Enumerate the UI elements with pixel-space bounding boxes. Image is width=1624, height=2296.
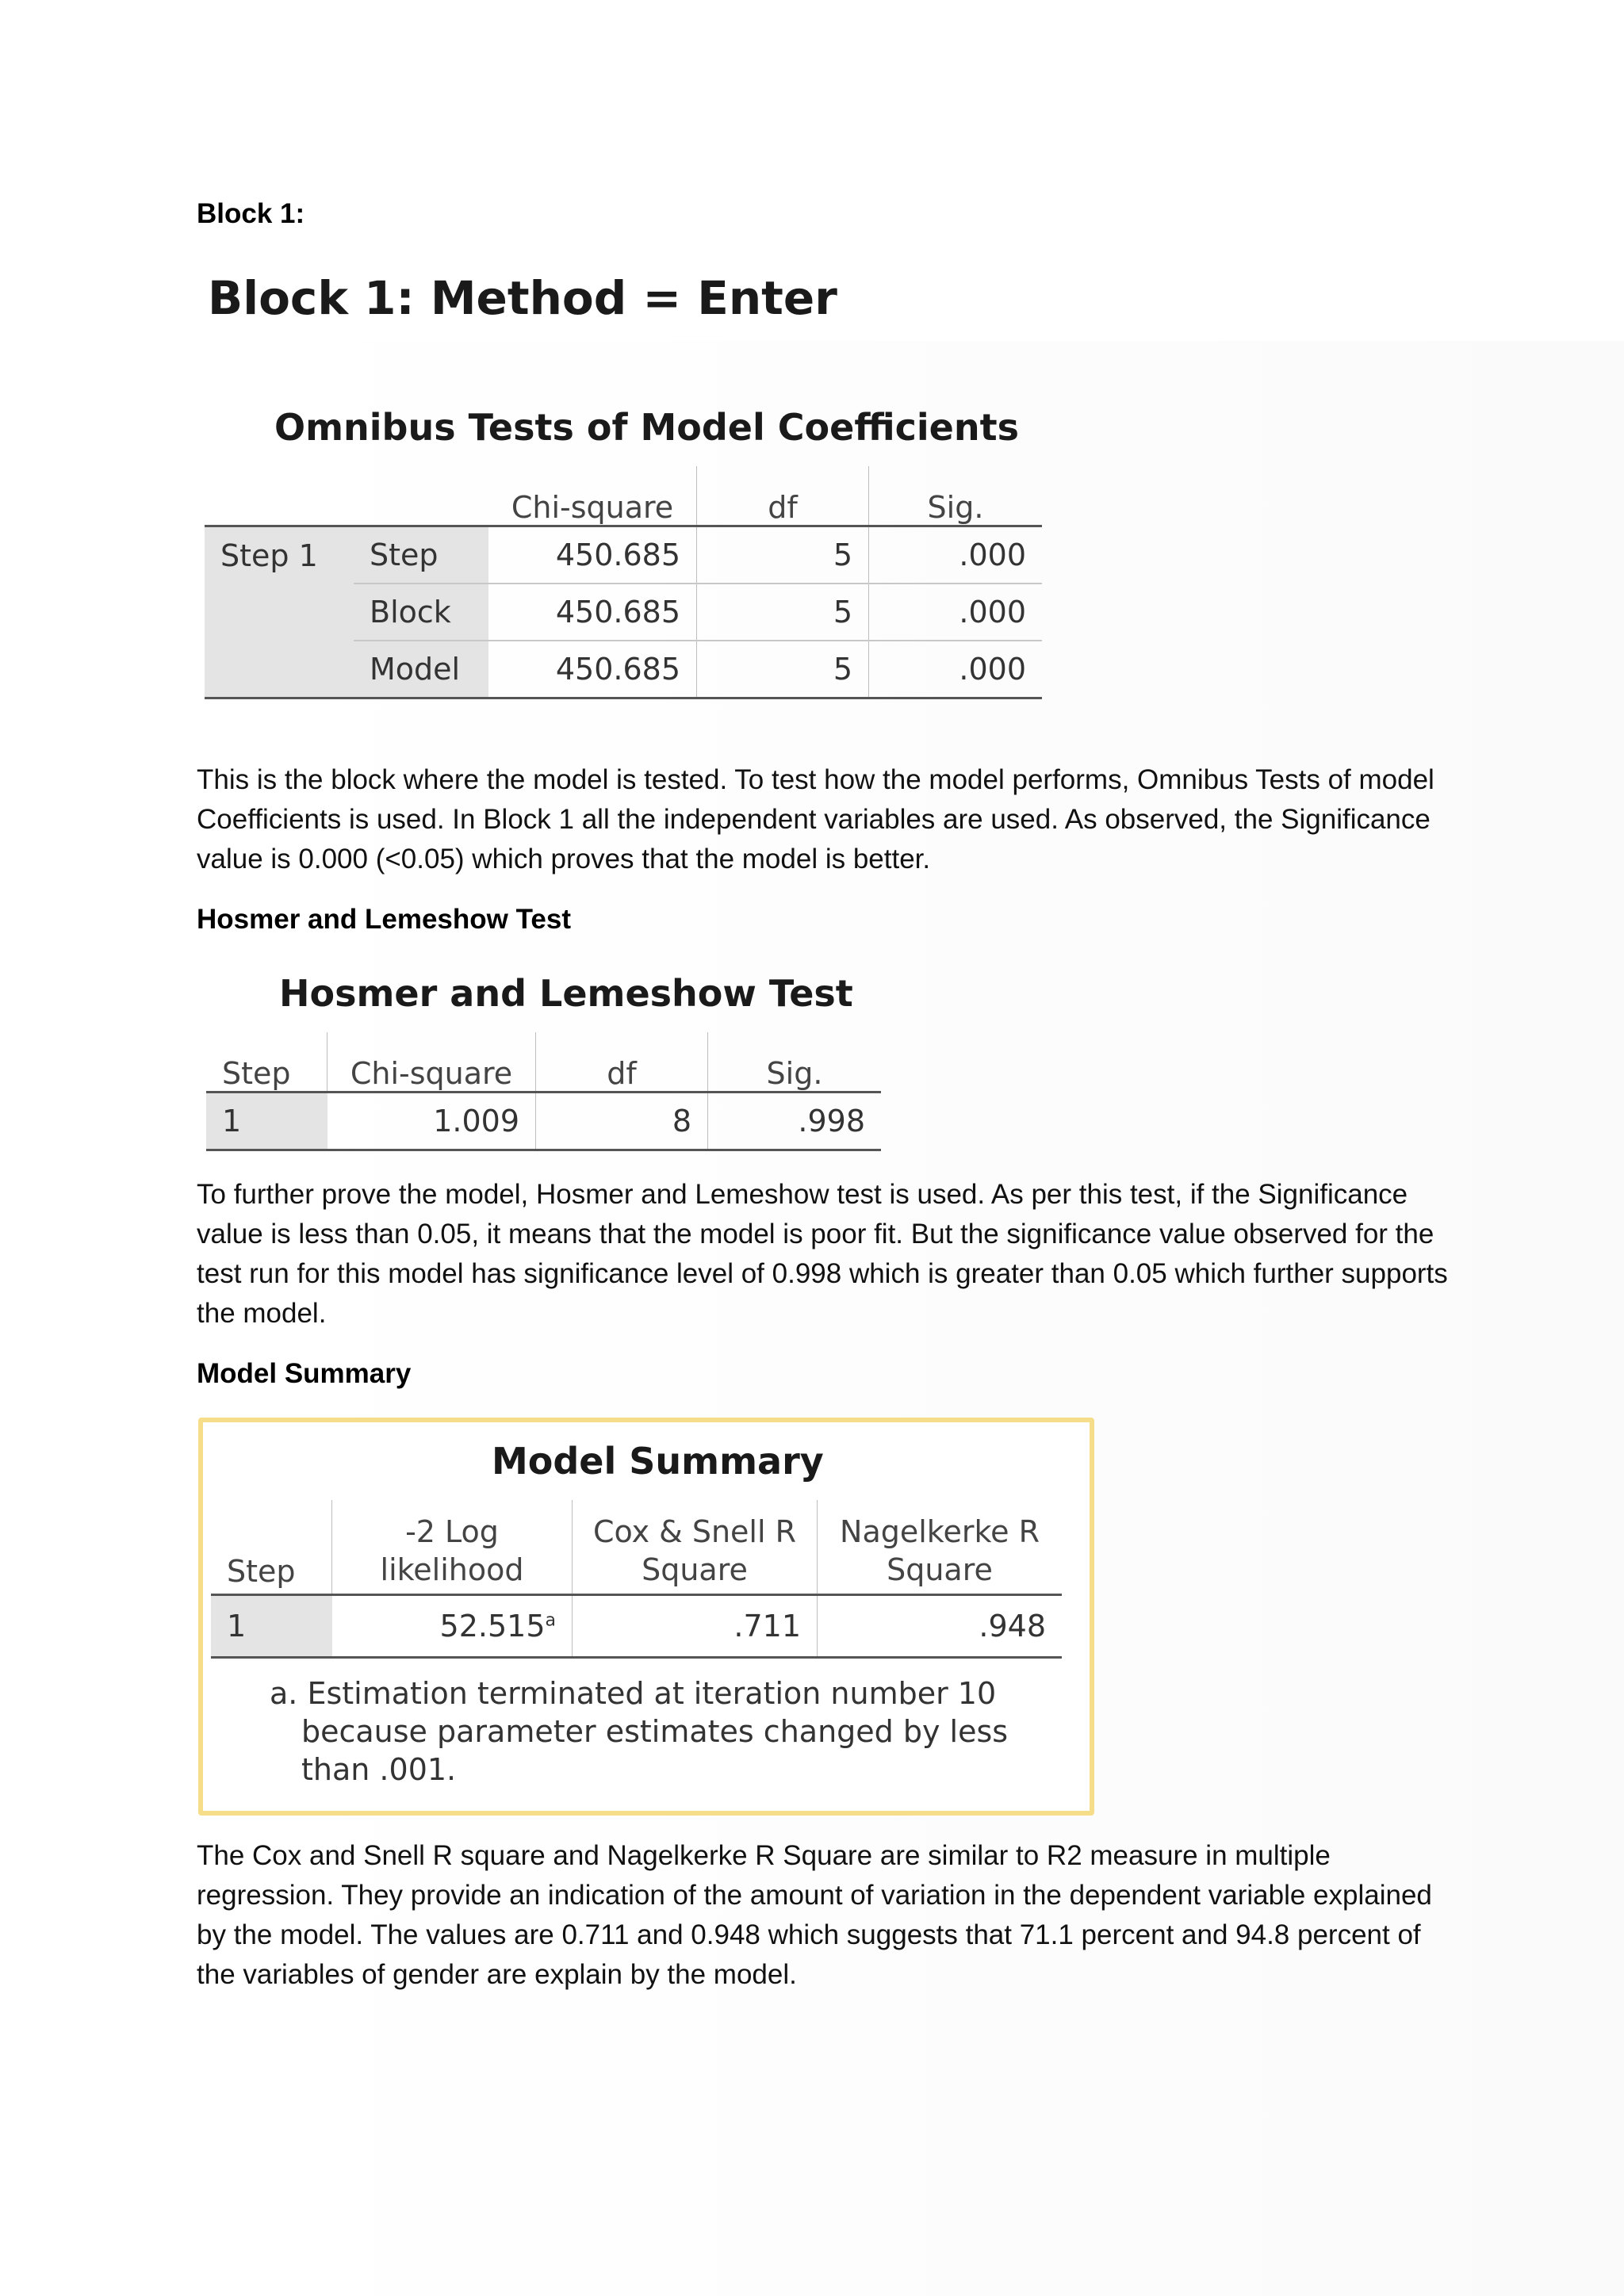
hosmer-col-df: df <box>536 1032 708 1093</box>
model-summary-highlight-box <box>198 1418 1094 1816</box>
ms-col-step: Step <box>211 1500 332 1595</box>
block-method-title: Block 1: Method = Enter <box>208 271 837 325</box>
model-summary-table <box>211 1500 1062 1659</box>
omnibus-cell-sig: .000 <box>869 584 1043 641</box>
hosmer-cell-chi-square: 1.009 <box>327 1093 536 1150</box>
ms-col-cox-snell-line2: Square <box>642 1552 748 1587</box>
omnibus-table-title: Omnibus Tests of Model Coefficients <box>274 406 1019 449</box>
ms-col-log-likelihood-line1: -2 Log <box>405 1514 499 1549</box>
omnibus-col-df: df <box>697 466 869 526</box>
model-summary-heading: Model Summary <box>197 1358 412 1389</box>
hosmer-heading: Hosmer and Lemeshow Test <box>197 904 571 935</box>
ms-cell-nagelkerke: .948 <box>818 1595 1063 1658</box>
ms-footnote-marker: a <box>545 1610 556 1631</box>
omnibus-cell-chi-square: 450.685 <box>488 526 697 584</box>
hosmer-table <box>206 1032 881 1151</box>
omnibus-row-label: Step <box>354 526 488 584</box>
omnibus-row-label: Model <box>354 641 488 698</box>
hosmer-col-chi-square: Chi-square <box>327 1032 536 1093</box>
paragraph-model-summary: The Cox and Snell R square and Nagelkerke R Square are similar to R2 measure in multiple regression. They provide an indication of the amount of variation in the dependent variable explained by the model. The values are 0.711 and 0.948 which suggests that 71.1 percent and 94.8 percent of the variables of gender are explain by the model. <box>197 1840 1432 1990</box>
model-summary-table-title: Model Summary <box>492 1440 824 1483</box>
hosmer-cell-sig: .998 <box>708 1093 882 1150</box>
hosmer-cell-df: 8 <box>536 1093 708 1150</box>
hosmer-table-title: Hosmer and Lemeshow Test <box>279 972 853 1015</box>
omnibus-col-chi-square: Chi-square <box>488 466 697 526</box>
ms-col-nagelkerke <box>818 1500 1063 1595</box>
omnibus-cell-df: 5 <box>697 641 869 698</box>
ms-col-cox-snell-line1: Cox & Snell R <box>592 1514 797 1549</box>
ms-col-log-likelihood-line2: likelihood <box>380 1552 524 1587</box>
omnibus-corner-1 <box>205 466 354 526</box>
ms-cell-log-likelihood-value: 52.515 <box>439 1609 546 1644</box>
ms-cell-log-likelihood <box>332 1595 573 1658</box>
omnibus-col-sig: Sig. <box>869 466 1043 526</box>
ms-col-nagelkerke-line2: Square <box>887 1552 993 1587</box>
omnibus-table <box>205 466 1042 699</box>
block-label: Block 1: <box>197 198 305 229</box>
hosmer-col-sig: Sig. <box>708 1032 882 1093</box>
ms-col-log-likelihood <box>332 1500 573 1595</box>
paragraph-hosmer: To further prove the model, Hosmer and Lemeshow test is used. As per this test, if the Significance value is less than 0.05, it means that the model is poor fit. But the significance value observed for the test run for this model has significance level of 0.998 which is greater than 0.05 which further supports the model. <box>197 1179 1448 1329</box>
omnibus-cell-chi-square: 450.685 <box>488 584 697 641</box>
footnote-line: because parameter estimates changed by less <box>301 1714 1009 1749</box>
ms-col-nagelkerke-line1: Nagelkerke R <box>840 1514 1040 1549</box>
ms-col-cox-snell <box>573 1500 818 1595</box>
omnibus-row-label: Block <box>354 584 488 641</box>
hosmer-col-step: Step <box>206 1032 327 1093</box>
ms-cell-step: 1 <box>211 1595 332 1658</box>
omnibus-cell-sig: .000 <box>869 641 1043 698</box>
omnibus-cell-chi-square: 450.685 <box>488 641 697 698</box>
footnote-line: a. Estimation terminated at iteration number 10 <box>270 1676 997 1711</box>
omnibus-cell-df: 5 <box>697 526 869 584</box>
hosmer-cell-step: 1 <box>206 1093 327 1150</box>
omnibus-cell-sig: .000 <box>869 526 1043 584</box>
omnibus-corner-2 <box>354 466 488 526</box>
paragraph-omnibus: This is the block where the model is tested. To test how the model performs, Omnibus Tests of model Coefficients is used. In Block 1 all the independent variables are used. As observed, the Significance value is 0.000 (<0.05) which proves that the model is better. <box>197 764 1434 874</box>
omnibus-group-label: Step 1 <box>205 526 354 698</box>
footnote-line: than .001. <box>301 1752 457 1787</box>
omnibus-cell-df: 5 <box>697 584 869 641</box>
model-summary-footnote <box>270 1674 1008 1789</box>
ms-cell-cox-snell: .711 <box>573 1595 818 1658</box>
